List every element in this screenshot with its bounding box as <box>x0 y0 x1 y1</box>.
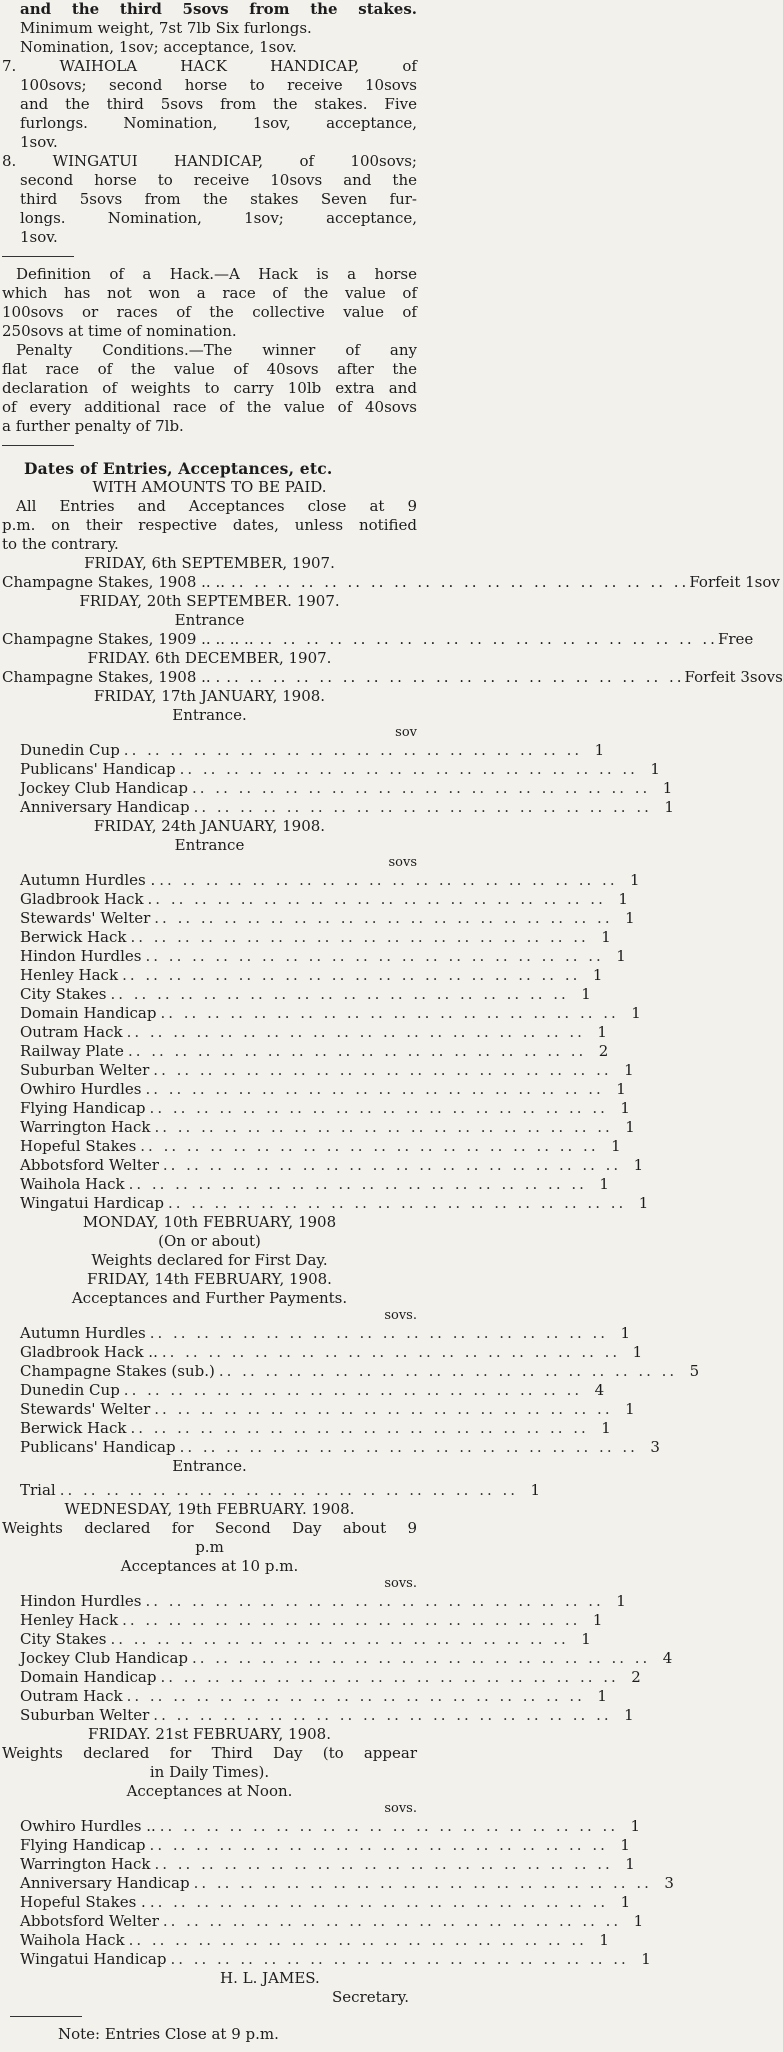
race-amount: Forfeit 3sovs <box>684 668 783 686</box>
date-section <box>2 649 783 687</box>
leader-dots: .. .. .. .. .. .. .. .. .. .. .. .. .. .. .. .. .. .. .. .. <box>154 1400 613 1418</box>
intro-line: to the contrary. <box>2 535 119 553</box>
race-condition-8 <box>2 152 417 247</box>
dates-subheading: WITH AMOUNTS TO BE PAID. <box>92 478 327 496</box>
leader-dots: .. .. .. .. .. .. .. .. .. .. .. .. .. .. .. .. .. .. .. .. <box>130 928 589 946</box>
divider-rule <box>2 445 74 446</box>
race-name: Jockey Club Handicap <box>20 779 188 797</box>
race-amount: 1 <box>616 1592 626 1610</box>
section-text: Weights declared for Second Day about 9 <box>2 1519 417 1537</box>
leader-dots: .. .. .. .. .. .. .. .. .. .. .. .. .. .. .. .. .. .. .. .. <box>153 1706 612 1724</box>
condition-line: Nomination, 1sov; acceptance, 1sov. <box>20 38 297 56</box>
section-sub: Acceptances at 10 p.m. <box>120 1557 299 1575</box>
entry-row <box>20 1004 641 1023</box>
race-name: Dunedin Cup <box>20 741 120 759</box>
race-amount: 3 <box>650 1438 660 1456</box>
entry-row <box>20 1706 634 1725</box>
race-amount: 1 <box>620 1099 630 1117</box>
section-sub: in Daily Times). <box>149 1763 270 1781</box>
section-date: FRIDAY, 17th JANUARY, 1908. <box>93 687 326 705</box>
definition-line: Penalty Conditions.—The winner of any <box>16 341 417 359</box>
condition-line: 1sov. <box>20 228 58 246</box>
race-amount: Free <box>717 630 754 648</box>
leader-dots: .. .. .. .. .. .. .. .. .. .. .. .. .. .. .. .. .. .. .. .. <box>218 1362 678 1380</box>
race-amount: 1 <box>601 1419 611 1437</box>
entry-row <box>20 760 660 779</box>
amount-unit: sovs. <box>384 1576 417 1591</box>
race-amount: 1 <box>618 890 628 908</box>
leader-dots: .. .. .. .. .. .. .. .. .. .. .. .. .. .. .. .. .. .. .. .. <box>110 985 569 1003</box>
section-sub: Entrance <box>174 611 245 629</box>
race-amount: 1 <box>581 985 591 1003</box>
condition-line: second horse to receive 10sovs and the <box>20 171 417 189</box>
entry-row <box>20 1931 609 1950</box>
entry-row <box>20 1649 673 1668</box>
section-date: FRIDAY, 24th JANUARY, 1908. <box>93 817 326 835</box>
condition-line: and the third 5sovs from the stakes. Five <box>20 95 417 113</box>
entry-row <box>20 1912 644 1931</box>
section-sub: Entrance. <box>172 706 247 724</box>
section-date: MONDAY, 10th FEBRUARY, 1908 <box>82 1213 337 1231</box>
date-section <box>2 817 649 1213</box>
section-sub: Entrance <box>174 836 245 854</box>
section-sub: Weights declared for First Day. <box>91 1251 328 1269</box>
race-amount: 1 <box>632 1343 643 1361</box>
race-amount: 1 <box>662 779 673 797</box>
race-name: Champagne Stakes, 1909 .. .. .. .. <box>2 630 254 648</box>
race-name: City Stakes <box>20 1630 107 1648</box>
intro-line: p.m. on their respective dates, unless notified <box>2 516 417 534</box>
amount-unit: sovs. <box>384 1801 417 1816</box>
entry-list <box>2 871 649 1213</box>
race-name: Abbotsford Welter <box>20 1156 159 1174</box>
leader-dots: .. .. .. .. .. .. .. .. .. .. .. .. .. .. .. .. .. .. .. .. <box>162 1912 622 1930</box>
leader-dots: .. .. .. .. .. .. .. .. .. .. .. .. .. .. .. .. .. .. .. .. <box>140 1137 599 1155</box>
entry-row <box>20 1023 607 1042</box>
definition-line: flat race of the value of 40sovs after the <box>2 360 417 378</box>
entry-list <box>2 1324 700 1457</box>
entry-row <box>20 1630 591 1649</box>
race-name: Owhiro Hurdles .. <box>20 1817 156 1835</box>
race-name: Publicans' Handicap <box>20 760 176 778</box>
race-amount: 1 <box>592 966 603 984</box>
entry-row <box>20 1893 631 1912</box>
race-amount: 1 <box>597 1023 607 1041</box>
entry-row <box>20 1400 635 1419</box>
entry-row <box>20 1611 603 1630</box>
entry-row <box>20 966 603 985</box>
race-name: Hindon Hurdles <box>20 1592 142 1610</box>
race-amount: 1 <box>638 1194 649 1212</box>
race-amount: 1 <box>599 1931 609 1949</box>
condition-line: Minimum weight, 7st 7lb Six furlongs. <box>20 19 312 37</box>
entry-row <box>20 1874 674 1893</box>
date-section <box>2 1213 417 1270</box>
entry-row <box>20 1668 641 1687</box>
leader-dots: .. .. .. .. .. .. .. .. .. .. .. .. .. .. .. .. .. .. .. .. <box>154 1118 613 1136</box>
race-name: Outram Hack <box>20 1687 123 1705</box>
race-amount: 1 <box>625 1855 635 1873</box>
race-amount: 1 <box>581 1630 591 1648</box>
section-date: FRIDAY. 6th DECEMBER, 1907. <box>87 649 332 667</box>
race-name: Gladbrook Hack <box>20 890 144 908</box>
date-section <box>2 1500 673 1725</box>
leader-dots: .. .. .. .. .. .. .. .. .. .. .. .. .. .. .. .. .. .. .. .. <box>128 1175 587 1193</box>
race-name: Gladbrook Hack .. <box>20 1343 158 1361</box>
entry-row <box>20 798 674 817</box>
race-amount: 4 <box>594 1381 605 1399</box>
race-name: Abbotsford Welter <box>20 1912 159 1930</box>
race-name: Hindon Hurdles <box>20 947 142 965</box>
race-amount: 1 <box>620 1324 631 1342</box>
leader-dots: .. .. .. .. .. .. .. .. .. .. .. .. .. .. .. .. .. .. .. .. <box>149 1324 609 1342</box>
date-section <box>2 592 754 649</box>
race-name: Waihola Hack <box>20 1175 125 1193</box>
date-section <box>2 554 780 592</box>
forfeit-row: Champagne Stakes, 1908 .. .. .. .. .. .. .. .. .. .. .. .. .. .. .. .. .. .. .. .. .. .. Forfeit 1sov <box>2 573 780 591</box>
condition-line: longs. Nomination, 1sov; acceptance, <box>20 209 417 227</box>
section-date: FRIDAY, 20th SEPTEMBER. 1907. <box>79 592 340 610</box>
race-name: Owhiro Hurdles <box>20 1080 142 1098</box>
race-amount: 1 <box>633 1156 644 1174</box>
leader-dots: .. .. .. .. .. .. .. .. .. .. .. .. .. .. .. .. .. .. .. .. <box>126 1023 585 1041</box>
entry-row <box>20 1481 541 1500</box>
intro-block <box>2 497 417 554</box>
entry-row <box>20 1419 611 1438</box>
leader-dots: .. .. .. .. .. .. .. .. .. .. .. .. .. .. .. .. .. .. .. .. <box>179 1438 638 1456</box>
leader-dots: .. .. .. .. .. .. .. .. .. .. .. .. .. .. .. .. .. .. .. .. <box>149 1099 608 1117</box>
date-section <box>2 1270 700 1500</box>
forfeit-row: Champagne Stakes, 1909 .. .. .. .. .. .. .. .. .. .. .. .. .. .. .. .. .. .. .. .. .. .. .. .. Free <box>2 630 754 648</box>
race-name: Stewards' Welter <box>20 909 151 927</box>
definition-line: of every additional race of the value of 40sovs <box>2 398 417 416</box>
race-name: Publicans' Handicap <box>20 1438 176 1456</box>
race-name: Champagne Stakes, 1908 .. .. <box>2 573 225 591</box>
definition-line: a further penalty of 7lb. <box>2 417 184 435</box>
entry-row <box>20 871 640 890</box>
race-name: Waihola Hack <box>20 1931 125 1949</box>
race-name: City Stakes <box>20 985 107 1003</box>
entry-row <box>20 1687 607 1706</box>
condition-line: third 5sovs from the stakes Seven fur- <box>20 190 417 208</box>
race-name: Henley Hack <box>20 1611 119 1629</box>
leader-dots: .. .. .. .. .. .. .. .. .. .. .. .. .. .. .. .. .. .. .. .. <box>145 1592 604 1610</box>
race-amount: 1 <box>601 928 611 946</box>
race-amount: Forfeit 1sov <box>689 573 780 591</box>
amount-unit: sovs. <box>384 1308 417 1323</box>
definition-line: which has not won a race of the value of <box>2 284 417 302</box>
forfeit-row: Champagne Stakes, 1908 .. . .. .. .. .. .. .. .. .. .. .. .. .. .. .. .. .. .. .. .. .. Forfeit 3sovs <box>2 668 783 686</box>
race-amount: 1 <box>592 1611 603 1629</box>
definitions-block <box>2 265 417 436</box>
leader-dots: .. .. .. .. .. .. .. .. .. .. .. .. .. .. .. .. .. .. .. .. <box>193 1874 652 1892</box>
leader-dots: .. .. .. .. .. .. .. .. .. .. .. .. .. .. .. .. .. .. .. .. <box>153 1061 612 1079</box>
leader-dots: .. .. .. .. .. .. .. .. .. .. .. .. .. .. .. .. .. .. .. .. <box>123 1381 583 1399</box>
race-name: Warrington Hack <box>20 1855 151 1873</box>
section-sub: Acceptances at Noon. <box>126 1782 293 1800</box>
leader-dots: .. .. .. .. .. .. .. .. .. .. .. .. .. .. .. .. .. .. .. .. <box>170 1950 629 1968</box>
amount-unit: sov <box>395 725 417 740</box>
race-amount: 1 <box>594 741 605 759</box>
race-amount: 1 <box>624 1061 634 1079</box>
leader-dots: .. .. .. .. .. .. .. .. .. .. .. .. .. .. .. .. .. .. .. .. <box>126 1687 585 1705</box>
closing-note: Note: Entries Close at 9 p.m. <box>58 2025 279 2043</box>
race-name: Trial <box>20 1481 56 1499</box>
leader-dots: .. .. .. .. .. .. .. .. .. .. .. .. .. .. .. .. .. .. .. .. <box>154 1855 613 1873</box>
date-section <box>2 1725 674 1969</box>
entry-row <box>20 1855 635 1874</box>
intro-line: All Entries and Acceptances close at 9 <box>16 497 417 515</box>
race-name: Berwick Hack <box>20 928 127 946</box>
entry-row <box>20 1592 626 1611</box>
leader-dots: .. .. .. .. .. .. .. .. .. .. .. .. .. .. .. .. .. .. .. .. <box>160 1668 619 1686</box>
entry-row <box>20 1438 660 1457</box>
race-name: Flying Handicap <box>20 1836 146 1854</box>
entry-row <box>20 1950 651 1969</box>
entry-row <box>20 1175 609 1194</box>
race-name: Domain Handicap <box>20 1668 157 1686</box>
leader-dots: .. .. .. .. .. .. .. .. .. .. .. .. .. .. .. .. .. .. .. .. <box>145 947 604 965</box>
leader-dots: .. .. .. .. .. .. .. .. .. .. .. .. .. .. .. .. .. .. .. .. <box>122 1611 581 1629</box>
race-amount: 1 <box>633 1912 644 1930</box>
race-name: Anniversary Handicap <box>20 1874 190 1892</box>
race-amount: 2 <box>598 1042 609 1060</box>
leader-dots: .. .. .. .. .. .. .. .. .. .. .. .. .. .. .. .. .. .. .. .. <box>145 1080 604 1098</box>
definition-line: 100sovs or races of the collective value of <box>2 303 417 321</box>
entry-row <box>20 1080 626 1099</box>
entry-list <box>2 1817 674 1969</box>
race-name: Berwick Hack <box>20 1419 127 1437</box>
race-name: Henley Hack <box>20 966 119 984</box>
entry-row <box>20 985 591 1004</box>
entry-row <box>20 741 605 760</box>
entry-row <box>20 909 635 928</box>
leader-dots: .. .. .. .. .. .. .. .. .. .. .. .. .. .. .. .. .. .. .. .. <box>192 779 651 797</box>
condition-line: 100sovs; second horse to receive 10sovs <box>20 76 417 94</box>
section-text: Weights declared for Third Day (to appear <box>2 1744 417 1762</box>
entry-list <box>2 741 674 817</box>
race-amount: 1 <box>650 760 660 778</box>
section-date: FRIDAY. 21st FEBRUARY, 1908. <box>88 1725 331 1743</box>
race-name: Wingatui Hardicap <box>20 1194 164 1212</box>
entry-row <box>20 1194 649 1213</box>
race-amount: 1 <box>625 909 635 927</box>
leader-dots: .. .. .. .. .. .. .. .. .. .. .. .. .. .. .. .. .. .. .. .. <box>159 871 618 889</box>
leader-dots: .. .. .. .. .. .. .. .. .. .. .. .. .. .. .. .. .. .. .. .. <box>128 1931 587 1949</box>
leader-dots: .. .. .. .. .. .. .. .. .. .. .. .. .. .. .. .. .. .. .. .. <box>193 798 652 816</box>
entry-list <box>2 1481 541 1500</box>
race-name: Domain Handicap <box>20 1004 157 1022</box>
condition-line: 8. WINGATUI HANDICAP, of 100sovs; <box>2 152 417 170</box>
race-amount: 1 <box>664 798 674 816</box>
leader-dots: .. .. .. .. .. .. .. .. .. .. .. .. .. .. .. .. .. .. .. .. <box>122 966 581 984</box>
definition-line: declaration of weights to carry 10lb extra and <box>2 379 417 397</box>
race-amount: 1 <box>597 1687 607 1705</box>
section-sub: (On or about) <box>158 1232 261 1250</box>
entry-row <box>20 928 611 947</box>
race-name: Autumn Hurdles <box>20 1324 146 1342</box>
entry-list <box>2 1592 673 1725</box>
section-date: WEDNESDAY, 19th FEBRUARY. 1908. <box>64 1500 355 1518</box>
entry-row <box>20 947 626 966</box>
race-amount: 4 <box>662 1649 673 1667</box>
race-name: Railway Plate <box>20 1042 124 1060</box>
divider-rule <box>2 256 74 257</box>
race-name: Jockey Club Handicap <box>20 1649 188 1667</box>
race-name: Dunedin Cup <box>20 1381 120 1399</box>
race-name: Warrington Hack <box>20 1118 151 1136</box>
condition-line: and the third 5sovs from the stakes. <box>20 0 417 18</box>
entry-row <box>20 1118 635 1137</box>
race-name: Hopeful Stakes <box>20 1137 137 1155</box>
race-amount: 1 <box>641 1950 651 1968</box>
race-name: Suburban Welter <box>20 1061 150 1079</box>
condition-line: 1sov. <box>20 133 58 151</box>
race-name: Flying Handicap <box>20 1099 146 1117</box>
entry-row <box>20 1137 621 1156</box>
race-amount: 1 <box>624 1706 634 1724</box>
leader-dots: .. .. .. .. .. .. .. .. .. .. .. .. .. .. .. .. .. .. .. .. <box>160 1004 619 1022</box>
leader-dots: .. .. .. .. .. .. .. .. .. .. .. .. .. .. .. .. .. .. .. .. <box>154 909 613 927</box>
entry-row <box>20 1156 644 1175</box>
race-name: Suburban Welter <box>20 1706 150 1724</box>
entry-row <box>20 1099 630 1118</box>
entry-row <box>20 1817 641 1836</box>
leader-dots: .. .. .. .. .. .. .. .. .. .. .. .. .. .. .. .. .. .. .. .. <box>149 1893 609 1911</box>
entry-row <box>20 1343 643 1362</box>
entry-row <box>20 890 628 909</box>
race-name: Autumn Hurdles . <box>20 871 156 889</box>
race-condition-7 <box>2 57 417 152</box>
condition-line: furlongs. Nomination, 1sov, acceptance, <box>20 114 417 132</box>
entry-row <box>20 1324 631 1343</box>
leader-dots: .. .. .. .. .. .. .. .. .. .. .. .. .. .. .. .. .. .. .. .. <box>161 1343 621 1361</box>
leader-dots: .. .. .. .. .. .. .. .. .. .. .. .. .. .. .. .. .. .. .. .. <box>127 1042 587 1060</box>
race-amount: 1 <box>631 1004 641 1022</box>
race-amount: 1 <box>625 1400 635 1418</box>
race-name: Champagne Stakes, 1908 .. . <box>2 668 221 686</box>
definition-line: Definition of a Hack.—A Hack is a horse <box>16 265 417 283</box>
section-date: FRIDAY, 14th FEBRUARY, 1908. <box>87 1270 332 1288</box>
race-amount: 2 <box>631 1668 641 1686</box>
race-name: Anniversary Handicap <box>20 798 190 816</box>
condition-line: 7. WAIHOLA HACK HANDICAP, of <box>2 57 417 75</box>
race-amount: 1 <box>616 1080 626 1098</box>
race-amount: 1 <box>611 1137 621 1155</box>
leader-dots: .. .. .. .. .. .. .. .. .. .. .. .. .. .. .. .. .. .. .. .. <box>130 1419 589 1437</box>
leader-dots: .. .. .. .. .. .. .. .. .. .. .. .. .. .. .. .. .. .. .. .. <box>167 1194 627 1212</box>
race-amount: 1 <box>625 1118 635 1136</box>
race-amount: 1 <box>620 1893 631 1911</box>
leader-dots: .. .. .. .. .. .. .. .. .. .. .. .. .. .. .. .. .. .. .. .. <box>159 1817 619 1835</box>
race-amount: 1 <box>616 947 626 965</box>
leader-dots: .. .. .. .. .. .. .. .. .. .. .. .. .. .. .. .. .. .. .. .. <box>162 1156 622 1174</box>
leader-dots: .. .. .. .. .. .. .. .. .. .. .. .. .. .. .. .. .. .. .. .. <box>110 1630 569 1648</box>
definition-line: 250sovs at time of nomination. <box>2 322 237 340</box>
race-amount: 1 <box>630 871 640 889</box>
leader-dots: .. .. .. .. .. .. .. .. .. .. .. .. .. .. .. .. .. .. .. .. <box>59 1481 519 1499</box>
leader-dots: .. .. .. .. .. .. .. .. .. .. .. .. .. .. .. .. .. .. .. .. <box>192 1649 651 1667</box>
race-name: Hopeful Stakes . <box>20 1893 146 1911</box>
race-condition-6-tail <box>2 0 417 57</box>
race-amount: 1 <box>630 1817 641 1835</box>
race-name: Champagne Stakes (sub.) <box>20 1362 215 1380</box>
race-name: Wingatui Handicap <box>20 1950 167 1968</box>
leader-dots: .. .. .. .. .. .. .. .. .. .. .. .. .. .. .. .. .. .. .. .. <box>123 741 583 759</box>
divider-rule <box>10 2016 82 2017</box>
race-name: Stewards' Welter <box>20 1400 151 1418</box>
leader-dots: .. .. .. .. .. .. .. .. .. .. .. .. .. .. .. .. .. .. .. .. <box>179 760 638 778</box>
section-date: FRIDAY, 6th SEPTEMBER, 1907. <box>84 554 335 572</box>
race-amount: 5 <box>689 1362 700 1380</box>
entry-row <box>20 1381 605 1400</box>
signature-title: Secretary. <box>332 1988 409 2006</box>
race-amount: 3 <box>664 1874 674 1892</box>
race-amount: 1 <box>599 1175 609 1193</box>
race-amount: 1 <box>530 1481 541 1499</box>
leader-dots: .. .. .. .. .. .. .. .. .. .. .. .. .. .. .. .. .. .. .. .. <box>147 890 606 908</box>
race-amount: 1 <box>620 1836 630 1854</box>
entry-row <box>20 1836 630 1855</box>
entry-row <box>20 779 673 798</box>
section-sub: Entrance. <box>172 1457 247 1475</box>
date-section <box>2 687 674 817</box>
entry-row <box>20 1061 634 1080</box>
section-sub: Acceptances and Further Payments. <box>71 1289 348 1307</box>
amount-unit: sovs <box>388 855 417 870</box>
leader-dots: .. .. .. .. .. .. .. .. .. .. .. .. .. .. .. .. .. .. .. .. <box>149 1836 608 1854</box>
dates-heading: Dates of Entries, Acceptances, etc. <box>24 459 333 478</box>
entry-row <box>20 1042 609 1061</box>
entry-row <box>20 1362 700 1381</box>
race-name: Outram Hack <box>20 1023 123 1041</box>
signature-name: H. L. JAMES. <box>220 1969 320 1987</box>
section-sub: p.m <box>195 1538 224 1556</box>
